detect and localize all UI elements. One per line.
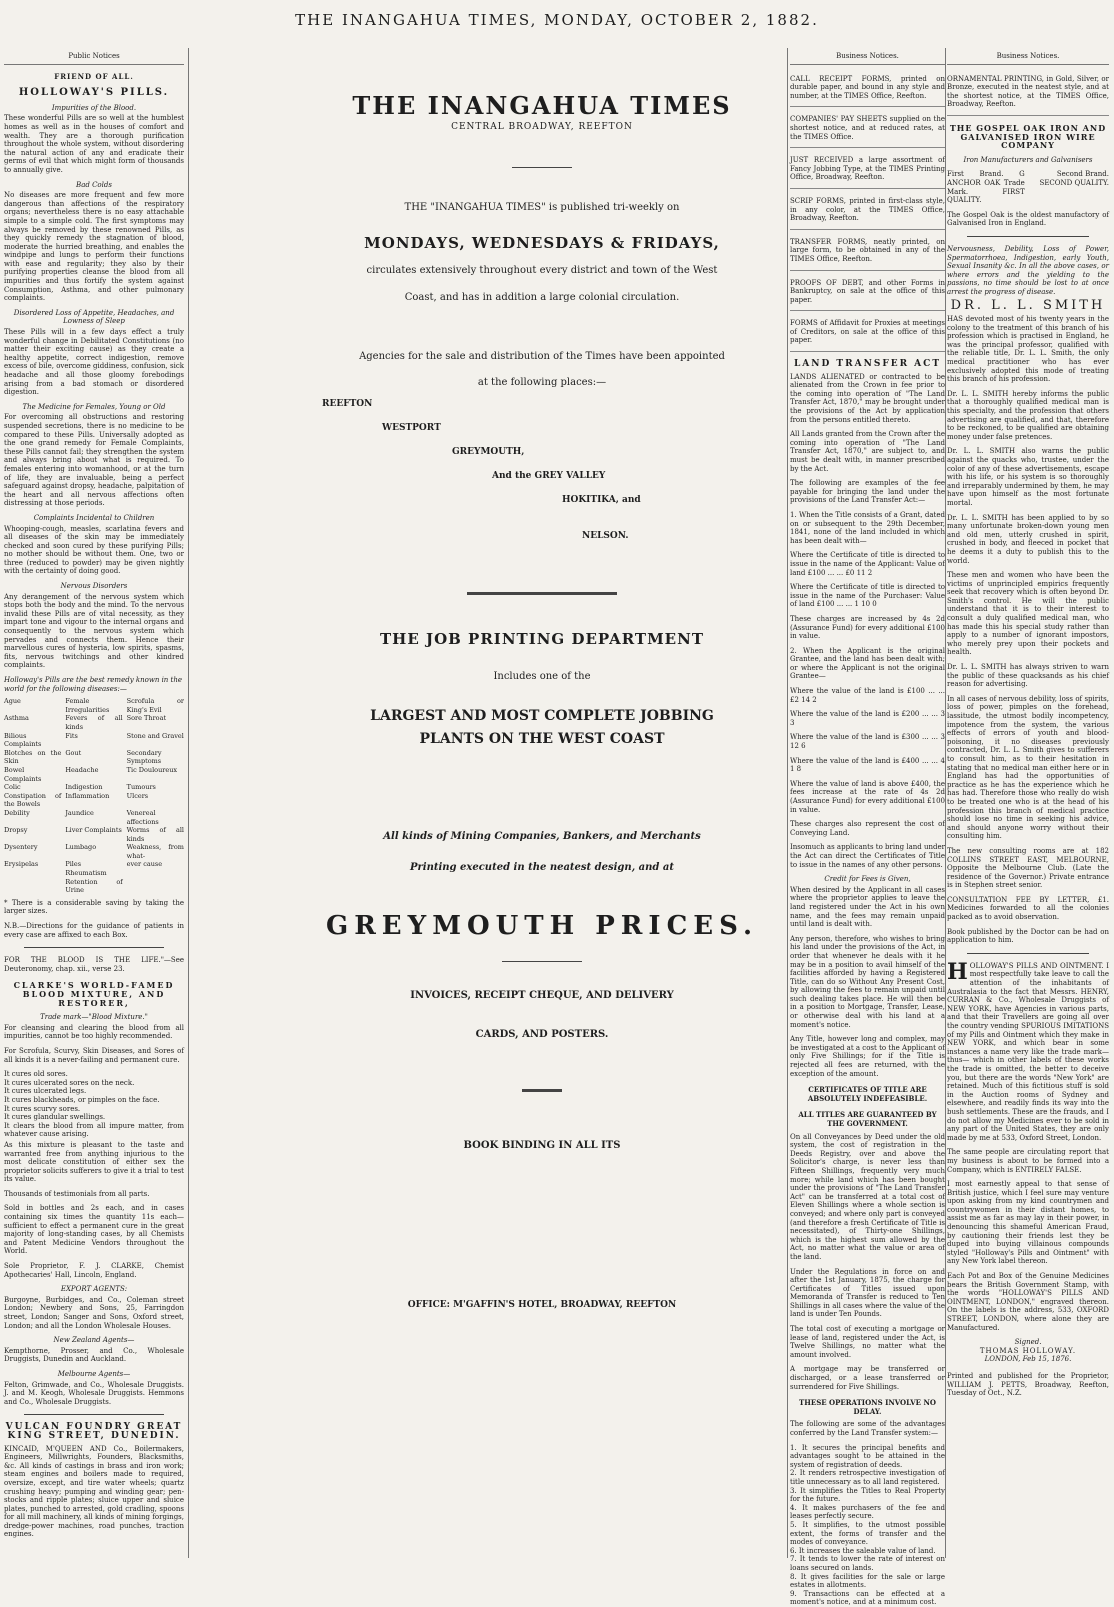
printing-text: Printing executed in the neatest design, and at — [410, 861, 674, 873]
paragraph: These Pills will in a few days effect a truly wonderful change in Debilitated Constitutions (no matter their exciting cause) as they create a healthy appetite, correct indigestion, remove excess of bile, overcome giddiness, confusion, sick headache and all those gloomy forebodings arising from a bad stomach or disordered digestion. — [4, 328, 184, 397]
all-kinds-text: All kinds of Mining Companies, Bankers, and Merchants — [383, 831, 701, 843]
paragraph: For overcoming all obstructions and restoring suspended secretions, there is no medicine to be compared to these Pills. Universally adopted as the one grand remedy for Female Complaints, these Pills cannot fail; they strengthen the system and always bring about what is required. To females entering into womanhood, or at the turn of life, they are invaluable, being a perfect safeguard against dropsy, headache, palpitation of the heart and all nervous affections often distressing at those periods. — [4, 413, 184, 508]
advantage-item: 9. Transactions can be effected at a moment's notice, and at a minimum cost. — [790, 1589, 945, 1607]
ad-scrip-forms: SCRIP FORMS, printed in first-class style, in any color, at the TIMES Office, Broadway, Reefton. — [790, 193, 945, 230]
includes-text: Includes one of the — [493, 671, 591, 683]
paragraph: For cleansing and clearing the blood from all impurities, cannot be too highly recommended. — [4, 1023, 184, 1041]
disease-item — [127, 878, 184, 895]
disease-item: Worms of all kinds — [126, 826, 184, 843]
disease-item: Erysipelas — [4, 860, 39, 869]
job-printing-title: THE JOB PRINTING DEPARTMENT — [380, 629, 704, 648]
book-binding-text: BOOK BINDING IN ALL ITS — [463, 1140, 621, 1152]
paragraph: Dr. L. L. SMITH has always striven to warn the public of these quacksands as his chief reason for advertising. — [947, 663, 1109, 689]
holloway-title: HOLLOWAY'S PILLS. — [18, 87, 170, 99]
paragraph: Whooping-cough, measles, scarlatina fevers and all diseases of the skin may be immediately checked and soon cured by these purifying Pills; no mother should be without them. One, two or three (reduced to powder) may be given nightly with the certainty of doing good. — [4, 524, 184, 576]
advantages-list — [790, 1444, 945, 1607]
clarke-title: CLARKE'S WORLD-FAMED BLOOD MIXTURE, AND RESTORER, — [13, 980, 175, 1008]
dr-smith-title: DR. L. L. SMITH — [950, 298, 1106, 314]
holloway-warning — [947, 958, 1109, 1142]
guaranteed-title: ALL TITLES ARE GUARANTEED BY THE GOVERNMENT. — [798, 1110, 937, 1128]
cure-item: It cures scurvy sores. — [4, 1104, 81, 1113]
vulcan-title: VULCAN FOUNDRY GREAT KING STREET, DUNEDIN. — [5, 1422, 183, 1441]
publishing-days: MONDAYS, WEDNESDAYS & FRIDAYS, — [364, 233, 720, 252]
fee-item: Where the value of the land is £200 ... ... 3 3 — [790, 710, 945, 727]
paragraph: Any Title, however long and complex, may be investigated at a cost to the Applicant of only Five Shillings; for if the Title is rejected all fees are returned, with the exception of the amount. — [790, 1035, 945, 1078]
advantage-item: 6. It increases the saleable value of land. — [790, 1546, 936, 1555]
column-times-notice — [292, 52, 792, 1557]
paragraph: In all cases of nervous debility, loss of spirits, loss of power, pimples on the forehead, lassitude, the utmost bodily incompetency, impotence from the system, the various effects of errors of youth and blood-poisoning, it no diseases previously contracted, Dr. L. L. Smith gives to sufferers to consult him, as to their hesitation in stating that no medical man either here or in England has had the opportunities of practice as he has the experience which he has had. Therefore those who really do wish to be treated one who is at the head of his profession this branch of medical practice should lose no time in seeking his advice, and should anyone worry without their consulting him. — [947, 694, 1109, 841]
consulting-rooms: The new consulting rooms are at 182 COLLINS STREET EAST, MELBOURNE, Opposite the Melbourne Club. (Late the residence of the Governor.) Private entrance is in Stephen street senior. — [947, 846, 1109, 890]
saving-note: * There is a considerable saving by taking the larger sizes. — [4, 898, 184, 916]
divider — [522, 1089, 562, 1092]
signed-date: LONDON, Feb 15, 1876. — [984, 1355, 1072, 1364]
fee-item: 1. When the Title consists of a Grant, dated on or subsequent to the 29th December, 1841, none of the land included in which has been dealt with— — [790, 510, 945, 545]
appetite-heading: Disordered Loss of Appetite, Headaches, and Lowness of Sleep — [13, 308, 175, 326]
fee-item: 2. When the Applicant is the original Grantee, and the land has been dealt with; or where the Applicant is not the original Grantee— — [790, 646, 945, 681]
disease-item: Constipation of the Bowels — [4, 791, 62, 809]
brands-row — [947, 170, 1109, 204]
plants-text: PLANTS ON THE WEST COAST — [419, 730, 665, 747]
paragraph: A mortgage may be transferred or discharged, or a lease transferred or surrendered for Five Shillings. — [790, 1365, 945, 1391]
divider — [24, 947, 164, 948]
place-grey-valley: And the GREY VALLEY — [492, 470, 606, 481]
fee-item: Where the value of land is above £400, the fees increase at the rate of 4s 2d (Assurance Fund) for every additional £100 in value. — [790, 779, 945, 814]
proprietor: Sole Proprietor, F. J. CLARKE, Chemist Apothecaries' Hall, Lincoln, England. — [4, 1262, 184, 1279]
paragraph: These men and women who have been the victims of unprincipled empirics frequently seek that recovery which is often beyond Dr. Smith's control. He will the public understand that it is to their interest to consult a duly qualified medical man, who has made this his special study rather than apply to a number of ignorant impostors, who merely prey upon their pockets and health. — [947, 571, 1109, 657]
nz-agents-list: Kempthorne, Prosser, and Co., Wholesale Druggists, Dunedin and Auckland. — [4, 1346, 184, 1364]
paragraph: No diseases are more frequent and few more dangerous than affections of the respiratory organs; nevertheless there is no easy attachable simple to a simple cold. The first symptoms may always be removed by these renowned Pills, as they quickly remedy the stagnation of blood, moderate the hurried breathing, and enables the windpipe and lungs to perform their functions with ease and regularity; they also by their purifying properties cleanse the blood from all impurities and thus fortify the system against Consumption, Asthma, and other pulmonary complaints. — [4, 191, 184, 303]
paragraph: The total cost of executing a mortgage or lease of land, registered under the Act, is Twelve Shillings, no matter what the amount involved. — [790, 1325, 945, 1359]
disease-item: Scrofula or King's Evil — [126, 697, 184, 714]
agents-list: Burgoyne, Burbidges, and Co., Coleman street London; Newbery and Sons, 25, Farringdon street, London; Sanger and Sons, Oxford street, London; and all the London Wholesale Houses. — [4, 1295, 184, 1330]
disease-item: Venereal affections — [126, 808, 159, 826]
paragraph: HAS devoted most of his twenty years in the colony to the treatment of this branch of his profession which is practised in England, he was the principal professor, qualified with the reliable title, Dr. L. L. Smith, the only medical practitioner who has ever exclusively adopted this mode of treating this branch of his profession. — [947, 315, 1109, 384]
disease-item: Bowel Complaints — [4, 765, 42, 783]
paragraph: On all Conveyances by Deed under the old system, the cost of registration in the Deeds Registry, over and above the Solicitor's charge, is never less than Fifteen Shillings, frequently very much more; while land which has been bought under the provisions of "The Land Transfer Act" can be transferred at a total cost of Eleven Shillings where a whole section is conveyed; and where only part is conveyed (and therefore a fresh Certificate of Title is necessitated), of Thirty-one Shillings, which is the highest sum allowed by the Act, no matter what the value or area of the land. — [790, 1132, 945, 1261]
nervousness-text: Nervousness, Debility, Loss of Power, Spermatorrhoea, Indigestion, early Youth, Sexual Insanity &c. In all the above cases, or where errors and the yielding to the passions, no time should be lost to at once arrest the progress of disease. — [947, 244, 1109, 296]
disease-item: Indigestion — [65, 783, 103, 792]
places-intro: at the following places:— — [477, 377, 607, 389]
disease-item: Headache — [65, 765, 99, 774]
column-header: Business Notices. — [790, 52, 945, 65]
place-greymouth: GREYMOUTH, — [452, 446, 525, 457]
agency-places — [292, 396, 792, 556]
disease-item: Sore Throat — [126, 714, 167, 723]
advantage-item: 5. It simplifies, to the utmost possible extent, the forms of transfer and the modes of conveyance. — [790, 1520, 945, 1547]
paragraph: The following are some of the advantages conferred by the Land Transfer system:— — [790, 1420, 945, 1437]
paragraph: Sold in bottles and 2s each, and in cases containing six times the quantity 11s each—sufficient to effect a permanent cure in the great majority of long-standing cases, by all Chemists and Patent Medicine Vendors throughout the World. — [4, 1204, 184, 1256]
fee-item: Where the value of the land is £400 ... ... 4 1 8 — [790, 756, 945, 774]
disease-item: Colic — [4, 783, 21, 792]
cures-list — [4, 1070, 184, 1139]
consultation-fee: CONSULTATION FEE BY LETTER, £1. Medicines forwarded to all the colonies packed as to avoid observation. — [947, 895, 1109, 922]
advantage-item: 4. It makes purchasers of the fee and leases perfectly secure. — [790, 1503, 945, 1521]
greymouth-prices: GREYMOUTH PRICES. — [326, 911, 758, 942]
gospel-oak-text: The Gospel Oak is the oldest manufactory of Galvanised Iron in England. — [947, 210, 1109, 228]
disease-item: Liver Complaints — [65, 826, 122, 835]
paragraph: As this mixture is pleasant to the taste and warranted free from anything injurious to the most delicate constitution of either sex the proprietor solicits sufferers to give it a trial to test its value. — [4, 1140, 184, 1184]
office-text: OFFICE: M'GAFFIN'S HOTEL, BROADWAY, REEFTON — [407, 1299, 677, 1310]
disease-item — [4, 878, 61, 895]
credit-heading: Credit for Fees is Given, — [824, 875, 911, 884]
imprint: Printed and published for the Proprietor, WILLIAM J. PETTS, Broadway, Reefton, Tuesday of Oct., N.Z. — [947, 1371, 1109, 1398]
advantage-item: 3. It simplifies the Titles to Real Property for the future. — [790, 1486, 945, 1504]
paragraph: The following are examples of the fee payable for bringing the land under the provisions of the Land Transfer Act:— — [790, 479, 945, 505]
cure-item: It cures blackheads, or pimples on the face. — [4, 1095, 160, 1104]
disease-item: Tumours — [126, 783, 156, 792]
divider — [967, 953, 1089, 954]
cure-item: It cures ulcerated sores on the neck. — [4, 1078, 135, 1087]
disease-item: Lumbago — [65, 843, 97, 852]
paragraph: Under the Regulations in force on and after the 1st January, 1875, the charge for Certificates of Titles issued upon Memoranda of Transfer is reduced to Ten Shillings in all cases where the value of the land is under Ten Pounds. — [790, 1267, 945, 1319]
fee-item: These charges are increased by 4s 2d (Assurance Fund) for every additional £100 in value. — [790, 614, 945, 641]
blood-quote: FOR THE BLOOD IS THE LIFE."—See Deuteronomy, chap. xii., verse 23. — [4, 956, 184, 973]
place-hokitika: HOKITIKA, and — [562, 494, 641, 505]
column-rule — [188, 48, 189, 1558]
paragraph: Dr. L. L. SMITH also warns the public against the quacks who, trustee, under the color of any of these advertisements, escape with his life, or his system is so thoroughly and irreparably undermined by them, he may have upon himself as the most fortunate mortal. — [947, 447, 1109, 507]
advantage-item: 7. It tends to lower the rate of interest on loans secured on lands. — [790, 1555, 945, 1572]
disease-item: Gout — [65, 748, 82, 757]
paragraph: Insomuch as applicants to bring land under the Act can direct the Certificates of Title to issue in the names of any other persons. — [790, 843, 945, 869]
ad-call-receipt: CALL RECEIPT FORMS, printed on durable paper, and bound in any style and number, at the TIMES Office, Reefton. — [790, 71, 945, 108]
paragraph: Each Pot and Box of the Genuine Medicines bears the British Government Stamp, with the words "HOLLOWAY'S PILLS AND OINTMENT, LONDON," engraved thereon. On the labels is the address, 533, OXFORD STREET, LONDON, where alone they are Manufactured. — [947, 1272, 1109, 1332]
disease-item: Debility — [4, 808, 30, 817]
column-business-notices — [790, 52, 945, 1607]
second-brand: Second Brand. SECOND QUALITY. — [1039, 170, 1109, 187]
masthead: THE INANGAHUA TIMES, MONDAY, OCTOBER 2, 1882. — [295, 11, 819, 29]
impurities-heading: Impurities of the Blood. — [51, 103, 137, 112]
melbourne-heading: Melbourne Agents— — [57, 1369, 131, 1378]
gospel-oak-title: THE GOSPEL OAK IRON AND GALVANISED IRON WIRE COMPANY — [949, 122, 1107, 151]
paragraph: LANDS ALIENATED or contracted to be alienated from the Crown in fee prior to the coming into operation of "The Land Transfer Act, 1870," may be brought under the provisions of the Act by application from the persons entitled thereto. — [790, 372, 945, 424]
best-remedy: Holloway's Pills are the best remedy known in the world for the following diseases:— — [4, 676, 183, 693]
disease-item: Blotches on the Skin — [4, 748, 62, 766]
colds-heading: Bad Colds — [76, 180, 112, 189]
disease-item: Female Irregularities — [65, 697, 110, 714]
disease-item: Dysentery — [4, 843, 38, 852]
invoices-text: INVOICES, RECEIPT CHEQUE, AND DELIVERY — [410, 989, 674, 1001]
largest-text: LARGEST AND MOST COMPLETE JOBBING — [370, 707, 714, 724]
disease-item: Inflammation — [65, 791, 110, 800]
melbourne-list: Felton, Grimwade, and Co., Wholesale Druggists. J. and M. Keogh, Wholesale Druggists. Hemmons and Co., Wholesale Druggists. — [4, 1380, 184, 1406]
export-heading: EXPORT AGENTS: — [60, 1285, 128, 1294]
friend-heading: FRIEND OF ALL. — [54, 71, 134, 81]
book-note: Book published by the Doctor can be had on application to him. — [947, 927, 1109, 945]
ad-fancy-type: JUST RECEIVED a large assortment of Fancy Jobbing Type, at the TIMES Printing Office, Broadway, Reefton. — [790, 152, 945, 189]
column-business-notices-2 — [947, 52, 1109, 1557]
cards-text: CARDS, AND POSTERS. — [475, 1028, 609, 1040]
land-transfer-title: LAND TRANSFER ACT — [793, 359, 942, 370]
published-text: THE "INANGAHUA TIMES" is published tri-weekly on — [404, 202, 680, 214]
place-nelson: NELSON. — [582, 530, 629, 541]
place-reefton: REEFTON — [322, 398, 373, 409]
children-heading: Complaints Incidental to Children — [33, 513, 155, 522]
paragraph: Any person, therefore, who wishes to bring his land under the provisions of the Act, in order that whenever he deals with it he may be in a position to avail himself of the facilities afforded by having a Registered Title, can do so Without Any Present Cost, by allowing the fees to remain unpaid until such dealing takes place. He will then be in a position to Mortgage, Transfer, Lease, or otherwise deal with his land at a moment's notice. — [790, 934, 945, 1029]
cure-item: It clears the blood from all impure matter, from whatever cause arising. — [4, 1121, 184, 1139]
coast-text: Coast, and has in addition a large colonial circulation. — [404, 291, 680, 303]
ad-ornamental-printing: ORNAMENTAL PRINTING, in Gold, Silver, or Bronze, executed in the neatest style, and at the shortest notice, at the TIMES Office, Broadway, Reefton. — [947, 71, 1109, 116]
disease-item: Tic Douloureux — [126, 765, 178, 774]
divider — [24, 1414, 164, 1415]
cure-item: It cures glandular swellings. — [4, 1113, 106, 1122]
ad-pay-sheets: COMPANIES' PAY SHEETS supplied on the shortest notice, and at reduced rates, at the TIMES Office. — [790, 111, 945, 148]
column-header: Business Notices. — [947, 52, 1109, 65]
signed-label: Signed. — [1014, 1338, 1042, 1347]
ad-proofs-of-debt: PROOFS OF DEBT, and other Forms in Bankruptcy, on sale at the office of this paper. — [790, 275, 945, 312]
disease-item — [127, 869, 184, 878]
disease-item: Asthma — [4, 714, 29, 723]
column-rule — [945, 48, 946, 1558]
disease-item: Weakness, from what- — [126, 843, 184, 860]
paragraph: The same people are circulating report that my business is about to be formed into a Company, which is ENTIRELY FALSE. — [947, 1148, 1109, 1174]
newspaper-address: CENTRAL BROADWAY, REEFTON — [451, 121, 633, 132]
ad-transfer-forms: TRANSFER FORMS, neatly printed, on large form, to be obtained in any of the TIMES Office, Reefton. — [790, 234, 945, 271]
clarke-trademark: Trade mark—"Blood Mixture." — [40, 1013, 148, 1022]
certificates-title: CERTIFICATES OF TITLE ARE ABSOLUTELY INDEFEASIBLE. — [807, 1085, 928, 1103]
paragraph: These wonderful Pills are so well at the humblest homes as well as in the houses of comfort and wealth. They are a thorough purification throughout the whole system, without disordering the natural action of any and eradicate their germs of evil that which might form of thousands to annually give. — [4, 114, 184, 174]
disease-item: Secondary Symptoms — [126, 748, 162, 766]
disease-item: Retention of Urine — [65, 877, 123, 895]
agencies-text: Agencies for the sale and distribution of the Times have been appointed — [359, 350, 725, 362]
ad-affidavit-forms: FORMS of Affidavit for Proxies at meetings of Creditors, on sale at the office of this paper. — [790, 315, 945, 352]
paragraph: Dr. L. L. SMITH has been applied to by so many unfortunate broken-down young men and old men, utterly crushed in spirit, crushed in body, and fleeced in pocket that he deems it a duty to publish this to the world. — [947, 513, 1109, 565]
divider — [967, 236, 1089, 237]
holloway-warning-text: OLLOWAY'S PILLS AND OINTMENT. I most respectfully take leave to call the attention of the inhabitants of Australasia to the fact that Messrs. HENRY, CURRAN & Co., Wholesale Druggists of NEW YORK, have Agencies in various parts, and that their Travellers are going all over the country vending SPURIOUS IMITATIONS of my Pills and Ointment which they make in NEW YORK, and which bear in some instances a name very like the trade mark—thus— which in other labels of these works the trade is omitted, the better to deceive you, but there are the words "New York" are retained. Much of this fictitious stuff is sold in the Auction rooms of Sydney and elsewhere, and readily finds its way into the bush settlements. These are the frauds, and I do not allow my Medicines ever to be sold in any part of the United States, they are only made by me at 533, Oxford Street, London. — [947, 961, 1109, 1142]
dropcap-h: H — [947, 958, 968, 985]
paragraph: All Lands granted from the Crown after the coming into operation of "The Land Transfer Act, 1870," are subject to, and must be dealt with, in manner prescribed by the Act. — [790, 430, 945, 473]
directions-note: N.B.—Directions for the guidance of patients in every case are affixed to each Box. — [4, 922, 184, 939]
cure-item: It cures ulcerated legs. — [4, 1087, 87, 1096]
disease-item: Jaundice — [65, 808, 94, 817]
disease-item: Fits — [65, 731, 78, 740]
divider — [467, 592, 617, 595]
column-header: Public Notices — [4, 52, 184, 65]
paragraph: Dr. L. L. SMITH hereby informs the public that a thoroughly qualified medical man is this specialty, and the profession that others advertising are qualified, and that, therefore to be reckoned, to be qualified are obtaining money under false pretences. — [947, 389, 1109, 441]
fee-item: Where the value of the land is £300 ... ... 3 12 6 — [790, 733, 945, 751]
disease-item: Bilious Complaints — [4, 731, 42, 749]
paragraph: When desired by the Applicant in all cases where the proprietor applies to leave the land registered under the Act in his own name, and the fees may remain unpaid until land is dealt with. — [790, 885, 945, 929]
paragraph: I most earnestly appeal to that sense of British justice, which I feel sure may venture upon asking from my kind countrymen and countrywomen in their distant homes, to assist me as far as may lay in their power, in denouncing this shameful American Fraud, by cautioning their friends lest they be duped into buying villainous compounds styled "Holloway's Pills and Ointment" with any New York label thereon. — [947, 1180, 1109, 1266]
advantage-item: 2. It renders retrospective investigation of title unnecessary as to all land registered. — [790, 1469, 945, 1486]
divider — [512, 167, 572, 168]
nz-agents-heading: New Zealand Agents— — [53, 1336, 135, 1345]
disease-item: ever cause — [126, 860, 163, 869]
circulates-text: circulates extensively throughout every district and town of the West — [366, 265, 718, 277]
divider — [502, 961, 582, 962]
fee-item: Where the Certificate of title is directed to issue in the name of the Applicant: Value of land £100 ... ... £0 11 2 — [790, 551, 945, 577]
females-heading: The Medicine for Females, Young or Old — [22, 402, 166, 411]
paragraph: For Scrofula, Scurvy, Skin Diseases, and Sores of all kinds it is a never-failing and permanent cure. — [4, 1046, 184, 1064]
disease-item: Ague — [4, 697, 21, 706]
disease-item: Ulcers — [126, 791, 149, 800]
disease-item: Fevers of all kinds — [65, 714, 123, 731]
advantage-item: 1. It secures the principal benefits and advantages sought to be attained in the system of registration of deeds. — [790, 1443, 945, 1469]
column-public-notices — [4, 52, 184, 1557]
newspaper-title: THE INANGAHUA TIMES — [352, 91, 732, 120]
disease-item: Dropsy — [4, 826, 28, 835]
disease-item: Rheumatism — [65, 869, 107, 878]
disease-item: Piles — [65, 860, 82, 869]
fee-item: Where the Certificate of title is directed to issue in the name of the Purchaser: Value of land £100 ... ... 1 10 0 — [790, 583, 945, 609]
disease-list — [4, 697, 184, 895]
first-brand: First Brand. G ANCHOR OAK Trade Mark. FIRST QUALITY. — [947, 170, 1025, 205]
fee-item: Where the value of the land is £100 ... ... £2 14 2 — [790, 687, 945, 704]
gospel-oak-from: Iron Manufacturers and Galvanisers — [963, 155, 1093, 164]
paragraph: Thousands of testimonials from all parts. — [4, 1189, 150, 1198]
advantage-item: 8. It gives facilities for the sale or large estates in allotments. — [790, 1572, 945, 1590]
vulcan-text: KINCAID, M'QUEEN AND Co., Boilermakers, Engineers, Millwrights, Founders, Blacksmiths, &c. All kinds of castings in brass and iron work; steam engines and boilers made to required, oversize, except, and tire water wheels; quartz crushing heavy; pumping and winding gear; pen-stocks and ripple plates; sluice upper and sluice plates, punched to arrested, gold cradling, spoons for all mill machinery, all kinds of mining forgings, dredge-power machines, road punches, traction engines. — [4, 1444, 184, 1539]
cure-item: It cures old sores. — [4, 1070, 68, 1079]
disease-item — [4, 869, 61, 878]
fee-item: These charges also represent the cost of Conveying Land. — [790, 820, 945, 837]
disease-item: Stone and Gravel — [126, 731, 184, 740]
paragraph: Any derangement of the nervous system which stops both the body and the mind. To the nervous invalid these Pills are of vital necessity, as they impart tone and vigour to the internal organs and consequently to the nervous system which pervades and connects them. Hence their marvellous cures of hysteria, low spirits, spasms, fits, nervous twitchings and other kindred complaints. — [4, 592, 184, 670]
signer-name: THOMAS HOLLOWAY. — [979, 1346, 1077, 1355]
place-westport: WESTPORT — [382, 422, 441, 433]
nervous-heading: Nervous Disorders — [60, 582, 128, 591]
no-delay-title: THESE OPERATIONS INVOLVE NO DELAY. — [799, 1398, 936, 1416]
